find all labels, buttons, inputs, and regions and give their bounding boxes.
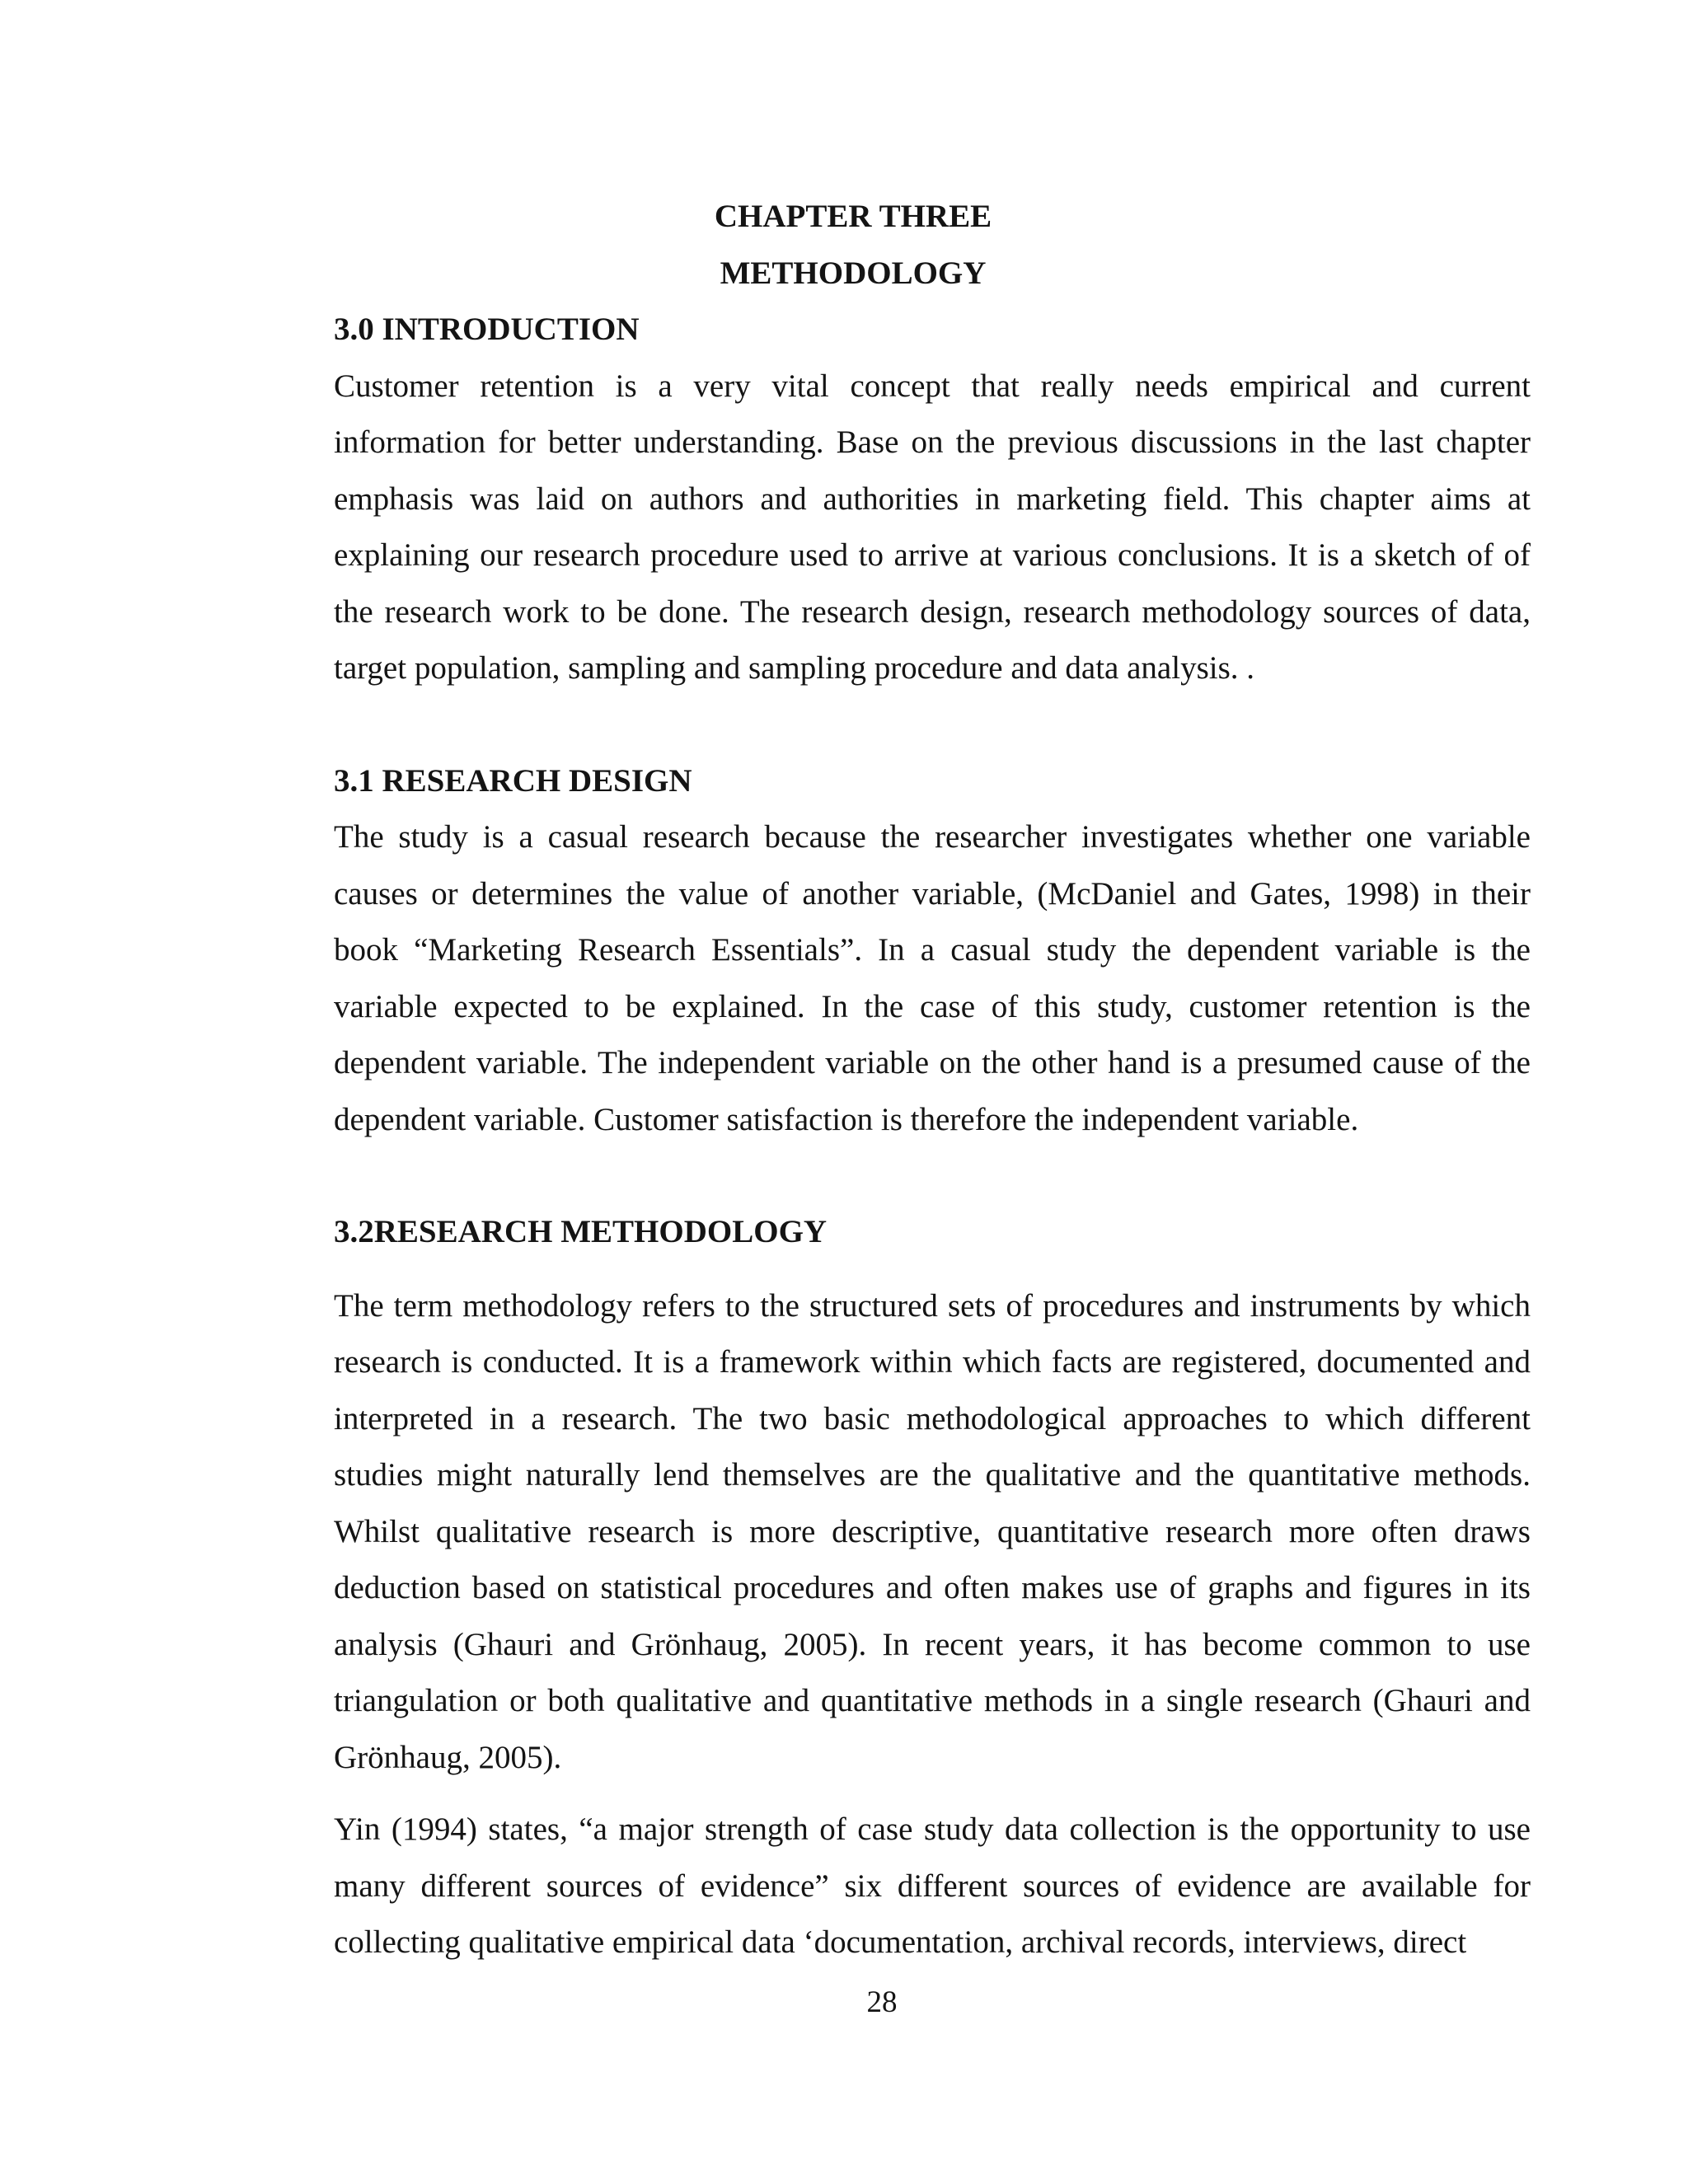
chapter-title: METHODOLOGY	[720, 255, 987, 291]
chapter-number-label: CHAPTER THREE	[714, 199, 992, 234]
section-heading-research-methodology: 3.2RESEARCH METHODOLOGY	[334, 1214, 828, 1249]
paragraph-spacer	[334, 1786, 1531, 1802]
heading-spacer	[334, 1261, 1531, 1278]
section-heading-introduction: 3.0 INTRODUCTION	[334, 312, 640, 347]
section-spacer	[334, 697, 1531, 753]
section-heading-research-design: 3.1 RESEARCH DESIGN	[334, 762, 692, 799]
page-content	[334, 188, 1531, 1971]
paragraph-methodology-1: The term methodology refers to the structured sets of procedures and instruments by which research is conducted. It is a framework within which facts are registered, documented and interpreted in a research. The two basic methodological approaches to which different studies might naturally lend themselves are the qualitative and the quantitative methods. Whilst qualitative research is more descriptive, quantitative research more often draws deduction based on statistical procedures and often makes use of graphs and figures in its analysis (Ghauri and Grönhaug, 2005). In recent years, it has become common to use triangulation or both qualitative and quantitative methods in a single research (Ghauri and Grönhaug, 2005).	[334, 1287, 1531, 1775]
paragraph-introduction: Customer retention is a very vital concept that really needs empirical and current information for better understanding. Base on the previous discussions in the last chapter emphasis was laid on authors and authorities in marketing field. This chapter aims at explaining our research procedure used to arrive at various conclusions. It is a sketch of of the research work to be done. The research design, research methodology sources of data, target population, sampling and sampling procedure and data analysis. .	[334, 368, 1531, 686]
page-number: 28	[866, 1985, 898, 2019]
paragraph-methodology-2: Yin (1994) states, “a major strength of case study data collection is the opportunity to use many different sources of evidence” six different sources of evidence are available for collecting qualitative empirical data ‘documentation, archival records, interviews, direct	[334, 1811, 1531, 1960]
paragraph-research-design: The study is a casual research because the researcher investigates whether one variable causes or determines the value of another variable, (McDaniel and Gates, 1998) in their book “Marketing Research Essentials”. In a casual study the dependent variable is the variable expected to be explained. In the case of this study, customer retention is the dependent variable. The independent variable on the other hand is a presumed cause of the dependent variable. Customer satisfaction is therefore the independent variable.	[334, 819, 1531, 1137]
chapter-heading	[334, 188, 1043, 302]
section-spacer	[334, 1148, 1531, 1204]
